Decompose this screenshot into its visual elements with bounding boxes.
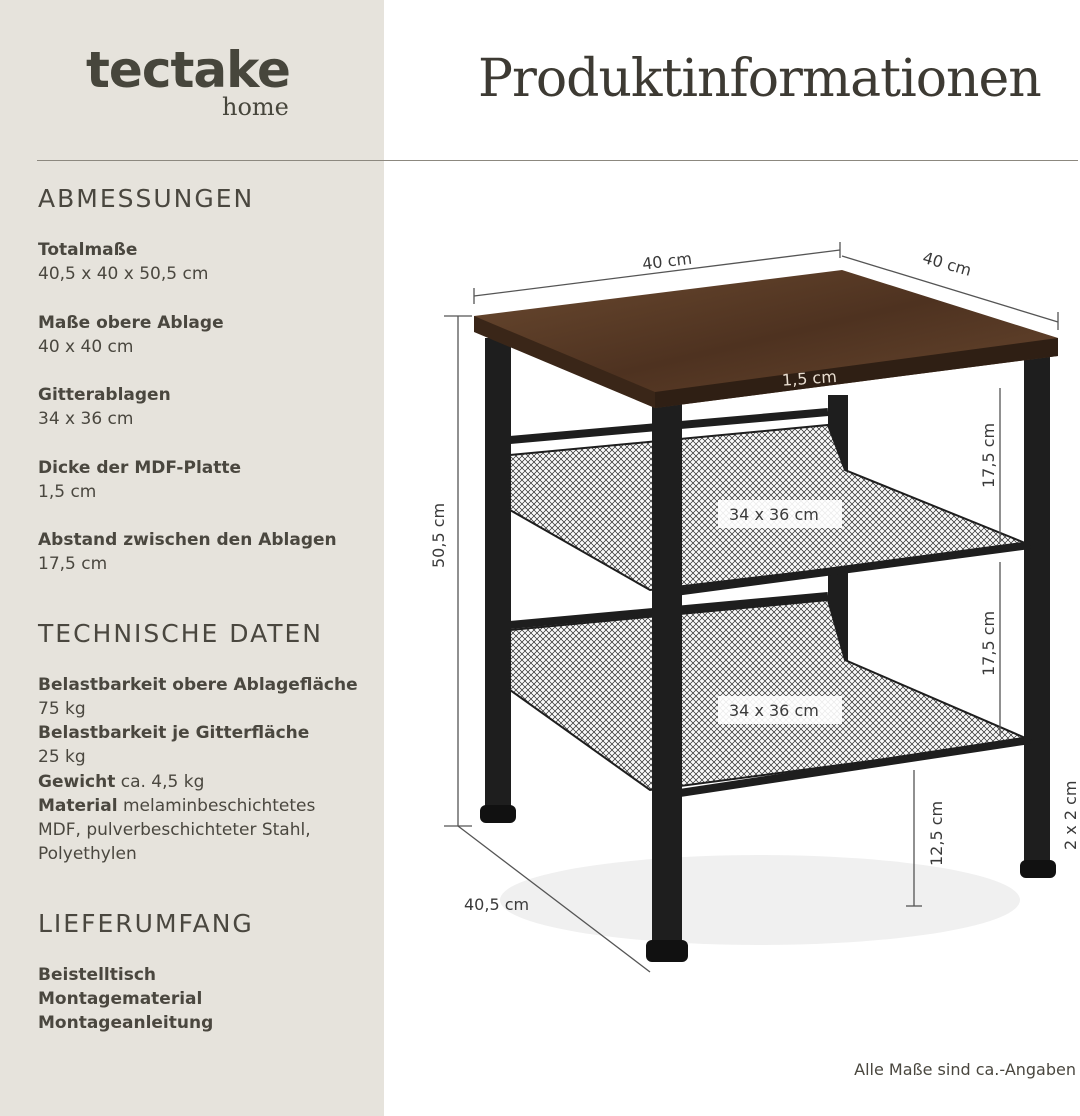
dim-ground-clearance: 12,5 cm — [927, 800, 946, 866]
dimension-item — [38, 456, 241, 504]
technical-value: 75 kg — [38, 699, 86, 719]
dimension-label: Abstand zwischen den Ablagen — [38, 530, 337, 550]
dimensions-heading: ABMESSUNGEN — [38, 184, 255, 213]
delivery-item: Montageanleitung — [38, 1013, 214, 1033]
dimension-label: Gitterablagen — [38, 385, 171, 405]
brand-logo-sub: home — [222, 93, 289, 121]
foot — [1020, 860, 1056, 878]
weight-value: ca. 4,5 kg — [120, 772, 205, 792]
dimension-item — [38, 383, 171, 431]
foot — [480, 805, 516, 823]
header-divider — [37, 160, 1078, 161]
technical-item — [38, 673, 358, 721]
footnote: Alle Maße sind ca.-Angaben — [854, 1060, 1076, 1079]
dimension-value: 40,5 x 40 x 50,5 cm — [38, 264, 209, 284]
material-value: melaminbeschichtetes MDF, pulverbeschichteter Stahl, Polyethylen — [38, 796, 316, 864]
material-label: Material — [38, 796, 118, 816]
technical-item — [38, 721, 309, 769]
dim-thickness: 1,5 cm — [781, 367, 838, 390]
weight-label: Gewicht — [38, 772, 116, 792]
dimension-item — [38, 238, 208, 286]
lower-mesh-shelf — [510, 600, 1030, 790]
dim-height-total: 50,5 cm — [429, 502, 448, 568]
back-leg-right — [1024, 355, 1050, 865]
technical-label: Belastbarkeit obere Ablagefläche — [38, 675, 358, 695]
front-leg-right — [652, 400, 682, 945]
dimension-value: 34 x 36 cm — [38, 409, 134, 429]
foot — [646, 940, 688, 962]
dimension-item — [38, 528, 337, 576]
delivery-item: Montagematerial — [38, 989, 203, 1009]
dim-depth-bottom: 40,5 cm — [464, 895, 530, 914]
dimension-value: 40 x 40 cm — [38, 337, 134, 357]
floor-shadow — [500, 855, 1020, 945]
dim-leg-size: 2 x 2 cm — [1061, 780, 1080, 850]
dim-shelf-size-1: 34 x 36 cm — [729, 505, 819, 524]
delivery-heading: LIEFERUMFANG — [38, 909, 254, 938]
dimension-label: Maße obere Ablage — [38, 313, 224, 333]
dim-width-top: 40 cm — [641, 248, 693, 274]
technical-heading: TECHNISCHE DATEN — [38, 619, 324, 648]
dimension-label: Dicke der MDF-Platte — [38, 458, 242, 478]
delivery-item: Beistelltisch — [38, 965, 156, 985]
material-row — [38, 794, 358, 866]
dim-shelf-size-2: 34 x 36 cm — [729, 701, 819, 720]
technical-value: 25 kg — [38, 747, 86, 767]
dimension-item — [38, 311, 224, 359]
dimension-label: Totalmaße — [38, 240, 138, 260]
dim-shelf-gap-1: 17,5 cm — [979, 422, 998, 488]
weight-row — [38, 770, 204, 794]
dimension-value: 17,5 cm — [38, 554, 108, 574]
front-leg-left — [485, 338, 511, 808]
brand-logo: tectake — [86, 41, 290, 99]
dim-depth-top: 40 cm — [920, 247, 974, 280]
technical-label: Belastbarkeit je Gitterfläche — [38, 723, 310, 743]
dimension-value: 1,5 cm — [38, 482, 97, 502]
page-title: Produktinformationen — [478, 49, 1041, 109]
product-diagram — [400, 230, 1080, 990]
dim-shelf-gap-2: 17,5 cm — [979, 610, 998, 676]
